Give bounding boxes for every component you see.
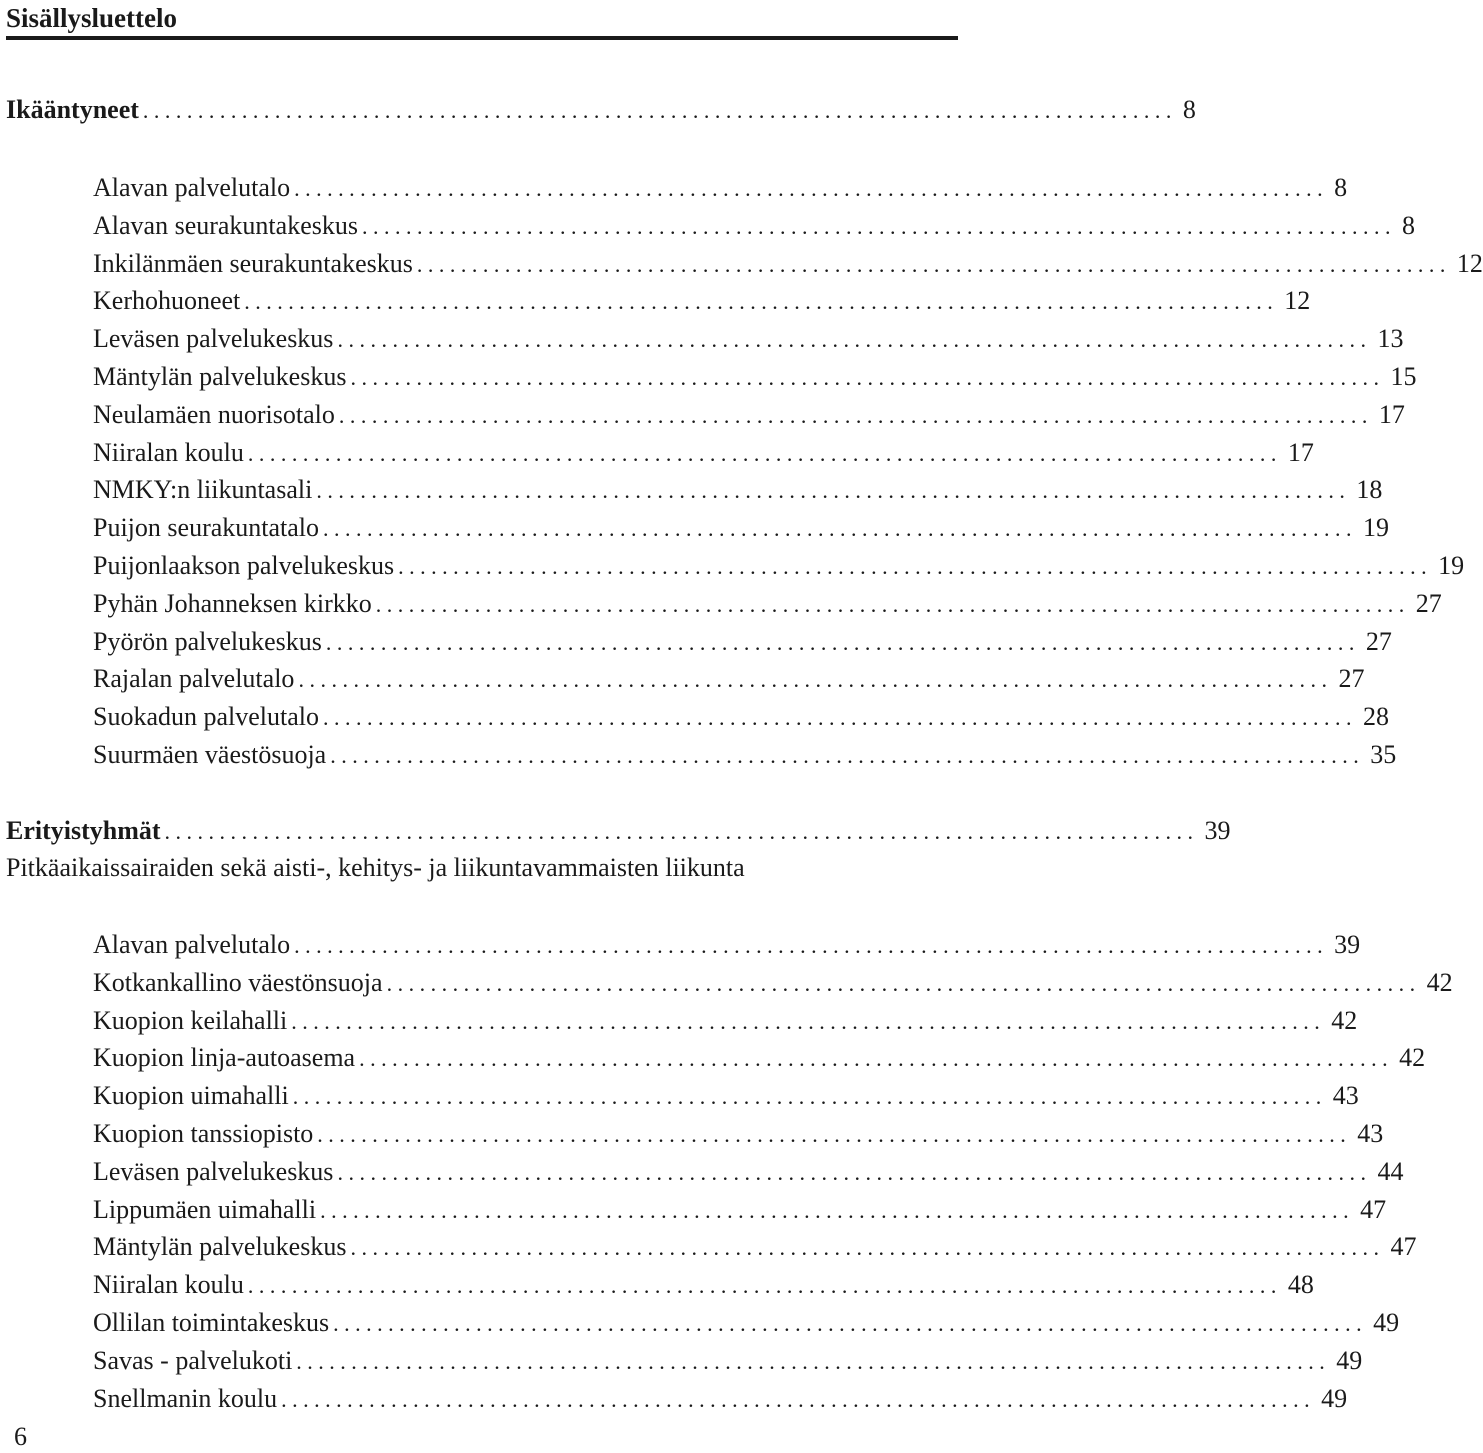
dot-leader: .............................................................................................. — [296, 1348, 1331, 1374]
toc-list-ikaantyneet — [93, 170, 1483, 775]
dot-leader: .............................................................................................. — [330, 742, 1365, 768]
entry-label: Kotkankallino väestönsuoja — [93, 967, 383, 997]
toc-entry[interactable] — [93, 1192, 1387, 1230]
entry-label: Inkilänmäen seurakuntakeskus — [93, 248, 413, 278]
toc-entry[interactable] — [93, 1267, 1314, 1305]
entry-label: Leväsen palvelukeskus — [93, 324, 334, 354]
toc-entry[interactable] — [93, 397, 1405, 435]
entry-label: Suurmäen väestösuoja — [93, 739, 327, 769]
toc-section-heading[interactable] — [6, 92, 1196, 129]
dot-leader: .............................................................................................. — [338, 402, 1373, 428]
dot-leader: .............................................................................................. — [298, 667, 1333, 693]
entry-page-number: 49 — [1321, 1383, 1348, 1413]
title-rule — [6, 36, 958, 40]
entry-page-number: 19 — [1438, 550, 1465, 580]
entry-page-number: 28 — [1363, 702, 1390, 732]
entry-page-number: 8 — [1334, 173, 1348, 202]
entry-page-number: 42 — [1426, 967, 1453, 997]
entry-page-number: 49 — [1373, 1307, 1400, 1337]
entry-label: Alavan palvelutalo — [93, 173, 291, 202]
toc-entry[interactable] — [93, 586, 1442, 624]
toc-entry[interactable] — [93, 1381, 1348, 1419]
entry-page-number: 27 — [1415, 588, 1442, 618]
toc-entry[interactable] — [93, 1116, 1384, 1154]
toc-entry[interactable] — [93, 1154, 1404, 1192]
entry-label: Suokadun palvelutalo — [93, 702, 320, 732]
dot-leader: .............................................................................................. — [323, 516, 1358, 542]
toc-entry[interactable] — [93, 1343, 1363, 1381]
dot-leader: .............................................................................................. — [398, 553, 1433, 579]
entry-label: Rajalan palvelutalo — [93, 664, 295, 694]
entry-label: Savas - palvelukoti — [93, 1345, 293, 1375]
entry-label: Pyörön palvelukeskus — [93, 626, 322, 656]
dot-leader: .............................................................................................. — [247, 1273, 1282, 1299]
entry-page-number: 13 — [1377, 324, 1404, 354]
entry-page-number: 27 — [1365, 626, 1392, 656]
toc-entry[interactable] — [93, 737, 1397, 775]
entry-page-number: 44 — [1377, 1156, 1404, 1186]
entry-page-number: 35 — [1370, 739, 1397, 769]
dot-leader: .............................................................................................. — [325, 629, 1360, 655]
entry-label: Niiralan koulu — [93, 437, 244, 467]
entry-label: Neulamäen nuorisotalo — [93, 399, 335, 429]
entry-page-number: 27 — [1338, 664, 1365, 694]
entry-page-number: 43 — [1357, 1118, 1384, 1148]
dot-leader: .............................................................................................. — [350, 1235, 1385, 1261]
entry-page-number: 47 — [1390, 1232, 1417, 1262]
section-heading-label: Erityistyhmät — [6, 816, 161, 845]
entry-label: Niiralan koulu — [93, 1270, 244, 1300]
dot-leader: .............................................................................................. — [142, 98, 1177, 123]
toc-entry[interactable] — [93, 699, 1390, 737]
entry-label: NMKY:n liikuntasali — [93, 475, 313, 505]
entry-page-number: 42 — [1399, 1043, 1426, 1073]
toc-entry[interactable] — [93, 661, 1365, 699]
toc-entry[interactable] — [93, 208, 1415, 246]
entry-page-number: 17 — [1378, 399, 1405, 429]
dot-leader: .............................................................................................. — [337, 1159, 1372, 1185]
toc-entry[interactable] — [93, 927, 1361, 965]
entry-page-number: 47 — [1360, 1194, 1387, 1224]
toc-entry[interactable] — [93, 472, 1383, 510]
toc-entry[interactable] — [93, 1040, 1426, 1078]
toc-entry[interactable] — [93, 283, 1311, 321]
page-title: Sisällysluettelo — [6, 3, 178, 33]
section-heading-label: Ikääntyneet — [6, 95, 139, 124]
dot-leader: .............................................................................................. — [291, 1008, 1326, 1034]
entry-label: Kuopion keilahalli — [93, 1005, 288, 1035]
entry-page-number: 15 — [1390, 361, 1417, 391]
dot-leader: .............................................................................................. — [350, 364, 1385, 390]
dot-leader: .............................................................................................. — [386, 970, 1421, 996]
dot-leader: .............................................................................................. — [337, 327, 1372, 353]
entry-label: Puijon seurakuntatalo — [93, 513, 320, 543]
entry-page-number: 17 — [1287, 437, 1314, 467]
entry-label: Alavan seurakuntakeskus — [93, 210, 358, 240]
toc-entry[interactable] — [93, 1229, 1417, 1267]
dot-leader: .............................................................................................. — [359, 1046, 1394, 1072]
dot-leader: .............................................................................................. — [320, 1197, 1355, 1223]
section-subtitle: Pitkäaikaissairaiden sekä aisti-, kehitys- ja liikuntavammaisten liikunta — [6, 853, 745, 882]
toc-entry[interactable] — [93, 548, 1465, 586]
entry-label: Kerhohuoneet — [93, 286, 241, 316]
entry-label: Kuopion tanssiopisto — [93, 1118, 314, 1148]
entry-page-number: 43 — [1332, 1081, 1359, 1111]
entry-label: Kuopion uimahalli — [93, 1081, 289, 1111]
dot-leader: .............................................................................................. — [294, 933, 1329, 958]
toc-entry[interactable] — [93, 1003, 1358, 1041]
entry-label: Lippumäen uimahalli — [93, 1194, 317, 1224]
dot-leader: .............................................................................................. — [247, 440, 1282, 466]
entry-label: Leväsen palvelukeskus — [93, 1156, 334, 1186]
dot-leader: .............................................................................................. — [164, 819, 1199, 844]
toc-entry[interactable] — [93, 510, 1390, 548]
entry-page-number: 49 — [1336, 1345, 1363, 1375]
entry-label: Alavan palvelutalo — [93, 930, 291, 959]
toc-entry[interactable] — [93, 359, 1417, 397]
dot-leader: .............................................................................................. — [294, 176, 1329, 201]
dot-leader: .............................................................................................. — [333, 1310, 1368, 1336]
toc-entry[interactable] — [93, 170, 1348, 208]
entry-label: Mäntylän palvelukeskus — [93, 361, 347, 391]
entry-page-number: 42 — [1331, 1005, 1358, 1035]
dot-leader: .............................................................................................. — [323, 705, 1358, 731]
toc-entry[interactable] — [93, 435, 1314, 473]
toc-list-erityisryhmat — [93, 927, 1453, 1418]
entry-page-number: 19 — [1363, 513, 1390, 543]
section-page-number: 8 — [1182, 95, 1196, 124]
entry-page-number: 18 — [1356, 475, 1383, 505]
entry-label: Kuopion linja-autoasema — [93, 1043, 356, 1073]
entry-page-number: 39 — [1334, 930, 1361, 959]
entry-label: Ollilan toimintakeskus — [93, 1307, 330, 1337]
entry-label: Pyhän Johanneksen kirkko — [93, 588, 372, 618]
toc-section-heading[interactable] — [6, 813, 1231, 850]
toc-entry[interactable] — [93, 624, 1392, 662]
dot-leader: .............................................................................................. — [361, 213, 1396, 239]
dot-leader: .............................................................................................. — [375, 591, 1410, 617]
dot-leader: .............................................................................................. — [244, 289, 1279, 315]
dot-leader: .............................................................................................. — [317, 1121, 1352, 1147]
entry-page-number: 12 — [1456, 248, 1483, 278]
toc-entry[interactable] — [93, 965, 1453, 1003]
toc-entry[interactable] — [93, 321, 1404, 359]
entry-page-number: 8 — [1401, 210, 1415, 240]
entry-page-number: 48 — [1287, 1270, 1314, 1300]
dot-leader: .............................................................................................. — [316, 478, 1351, 504]
toc-entry[interactable] — [93, 1078, 1359, 1116]
dot-leader: .............................................................................................. — [281, 1386, 1316, 1412]
entry-label: Puijonlaakson palvelukeskus — [93, 550, 395, 580]
toc-entry[interactable] — [93, 246, 1483, 284]
toc-entry[interactable] — [93, 1305, 1400, 1343]
section-page-number: 39 — [1204, 816, 1231, 845]
entry-label: Mäntylän palvelukeskus — [93, 1232, 347, 1262]
entry-label: Snellmanin koulu — [93, 1383, 278, 1413]
dot-leader: .............................................................................................. — [416, 251, 1451, 277]
entry-page-number: 12 — [1284, 286, 1311, 316]
dot-leader: .............................................................................................. — [292, 1084, 1327, 1110]
page-number: 6 — [14, 1422, 27, 1451]
